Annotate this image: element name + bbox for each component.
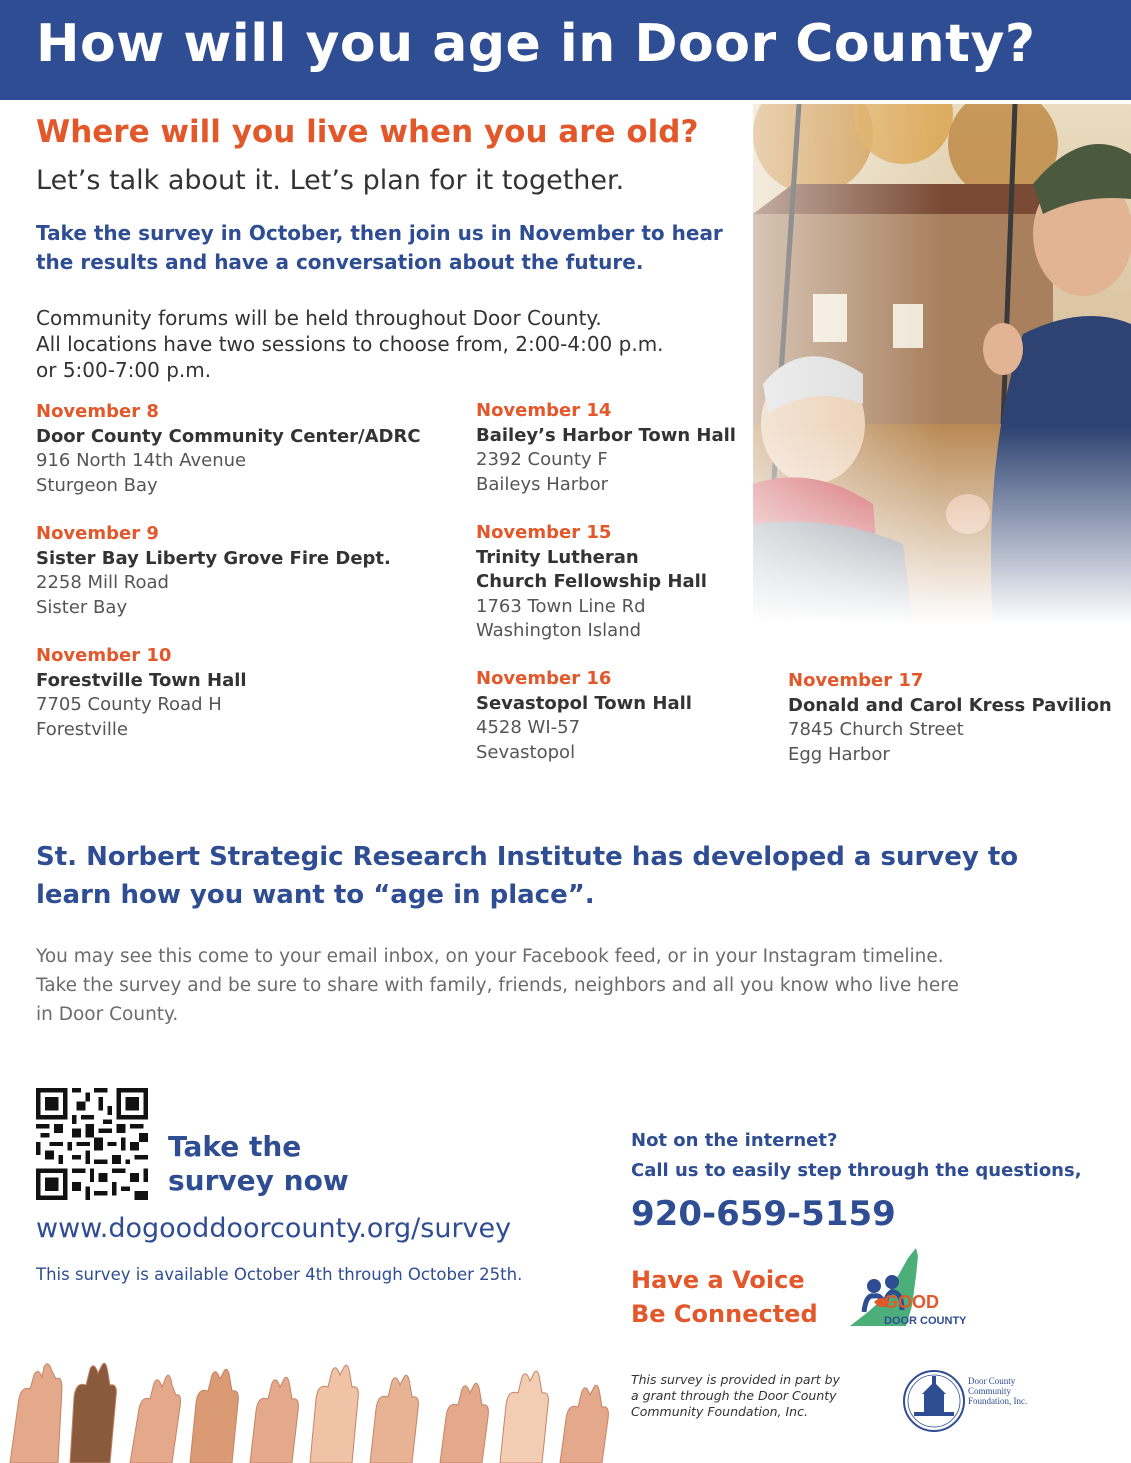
dccf-logo-text: Door County [968,1376,1016,1386]
event-city: Sister Bay [36,596,128,618]
event-nov-9 [36,522,391,620]
event-date: November 16 [476,668,612,689]
couple-swing-photo [753,104,1131,624]
event-venue: Sister Bay Liberty Grove Fire Dept. [36,547,391,569]
event-date: November 9 [36,523,159,544]
event-city: Egg Harbor [788,743,890,765]
event-venue: Forestville Town Hall [36,669,247,691]
tagline: Let’s talk about it. Let’s plan for it together. [36,165,625,196]
event-nov-15 [476,521,707,644]
dogood-logo [846,1246,968,1330]
event-address: 7845 Church Street [788,719,964,740]
event-date: November 15 [476,522,612,543]
voice-slogan-line: Have a Voice [631,1266,805,1294]
grant-note-line: a grant through the Door County [631,1388,837,1403]
research-heading [36,838,1096,914]
research-body-line: Take the survey and be sure to share with family, friends, neighbors and all you know who live here [36,975,959,996]
survey-blurb-line: Take the survey in October, then join us in November to hear [36,221,723,245]
event-venue: Trinity Lutheran [476,546,639,568]
event-city: Sturgeon Bay [36,474,158,496]
survey-blurb-line: the results and have a conversation about the future. [36,250,644,274]
grant-note-line: Community Foundation, Inc. [631,1404,808,1419]
research-body-line: You may see this come to your email inbox, on your Facebook feed, or in your Instagram timeline. [36,946,944,967]
research-body [36,942,1036,1029]
event-address: 2258 Mill Road [36,572,169,593]
voice-slogan [631,1263,818,1331]
event-venue: Bailey’s Harbor Town Hall [476,424,736,446]
research-body-line: in Door County. [36,1004,179,1025]
header-banner [0,0,1131,100]
event-address: 2392 County F [476,449,608,470]
survey-availability: This survey is available October 4th through October 25th. [36,1265,523,1284]
dccf-logo-text: Foundation, Inc. [968,1396,1028,1406]
event-nov-14 [476,399,736,497]
forums-line: or 5:00-7:00 p.m. [36,358,212,382]
offline-cta [631,1126,1082,1186]
event-address: 916 North 14th Avenue [36,450,247,471]
survey-blurb [36,219,746,277]
community-foundation-logo [900,1368,1030,1434]
forums-info [36,305,756,383]
event-date: November 10 [36,645,172,666]
subtitle: Where will you live when you are old? [36,114,699,150]
event-nov-16 [476,667,692,765]
event-nov-8 [36,400,421,498]
dogood-logo-text: GOOD [884,1292,940,1312]
event-city: Baileys Harbor [476,473,609,495]
forums-line: All locations have two sessions to choose from, 2:00-4:00 p.m. [36,332,664,356]
qr-code[interactable] [36,1088,148,1200]
research-heading-line: St. Norbert Strategic Research Institute has developed a survey to [36,842,1019,872]
event-venue: Donald and Carol Kress Pavilion [788,694,1112,716]
take-survey-line: survey now [168,1164,349,1197]
event-nov-17 [788,669,1112,767]
event-city: Washington Island [476,620,642,641]
survey-url-link[interactable]: www.dogooddoorcounty.org/survey [36,1213,512,1244]
event-venue: Sevastopol Town Hall [476,692,692,714]
phone-number[interactable]: 920-659-5159 [631,1194,896,1234]
offline-cta-line: Call us to easily step through the questions, [631,1160,1082,1181]
research-heading-line: learn how you want to “age in place”. [36,880,595,910]
take-survey-cta [168,1130,349,1198]
event-venue: Church Fellowship Hall [476,571,707,592]
event-venue: Door County Community Center/ADRC [36,425,421,447]
voice-slogan-line: Be Connected [631,1300,818,1328]
dccf-logo-text: Community [968,1386,1012,1396]
grant-note-line: This survey is provided in part by [631,1372,840,1387]
event-date: November 8 [36,401,159,422]
forums-line: Community forums will be held throughout Door County. [36,306,602,330]
take-survey-line: Take the [168,1130,302,1163]
grant-note [631,1372,840,1420]
event-city: Sevastopol [476,741,576,763]
raised-hands-illustration [0,1345,620,1463]
event-address: 4528 WI-57 [476,717,581,738]
event-nov-10 [36,644,247,742]
event-address: 1763 Town Line Rd [476,595,646,617]
event-date: November 17 [788,670,924,691]
event-city: Forestville [36,718,128,740]
event-address: 7705 County Road H [36,694,222,715]
offline-cta-line: Not on the internet? [631,1130,838,1151]
page-title: How will you age in Door County? [36,14,1036,74]
event-date: November 14 [476,400,612,421]
dogood-logo-subtext: DOOR COUNTY [884,1315,967,1327]
